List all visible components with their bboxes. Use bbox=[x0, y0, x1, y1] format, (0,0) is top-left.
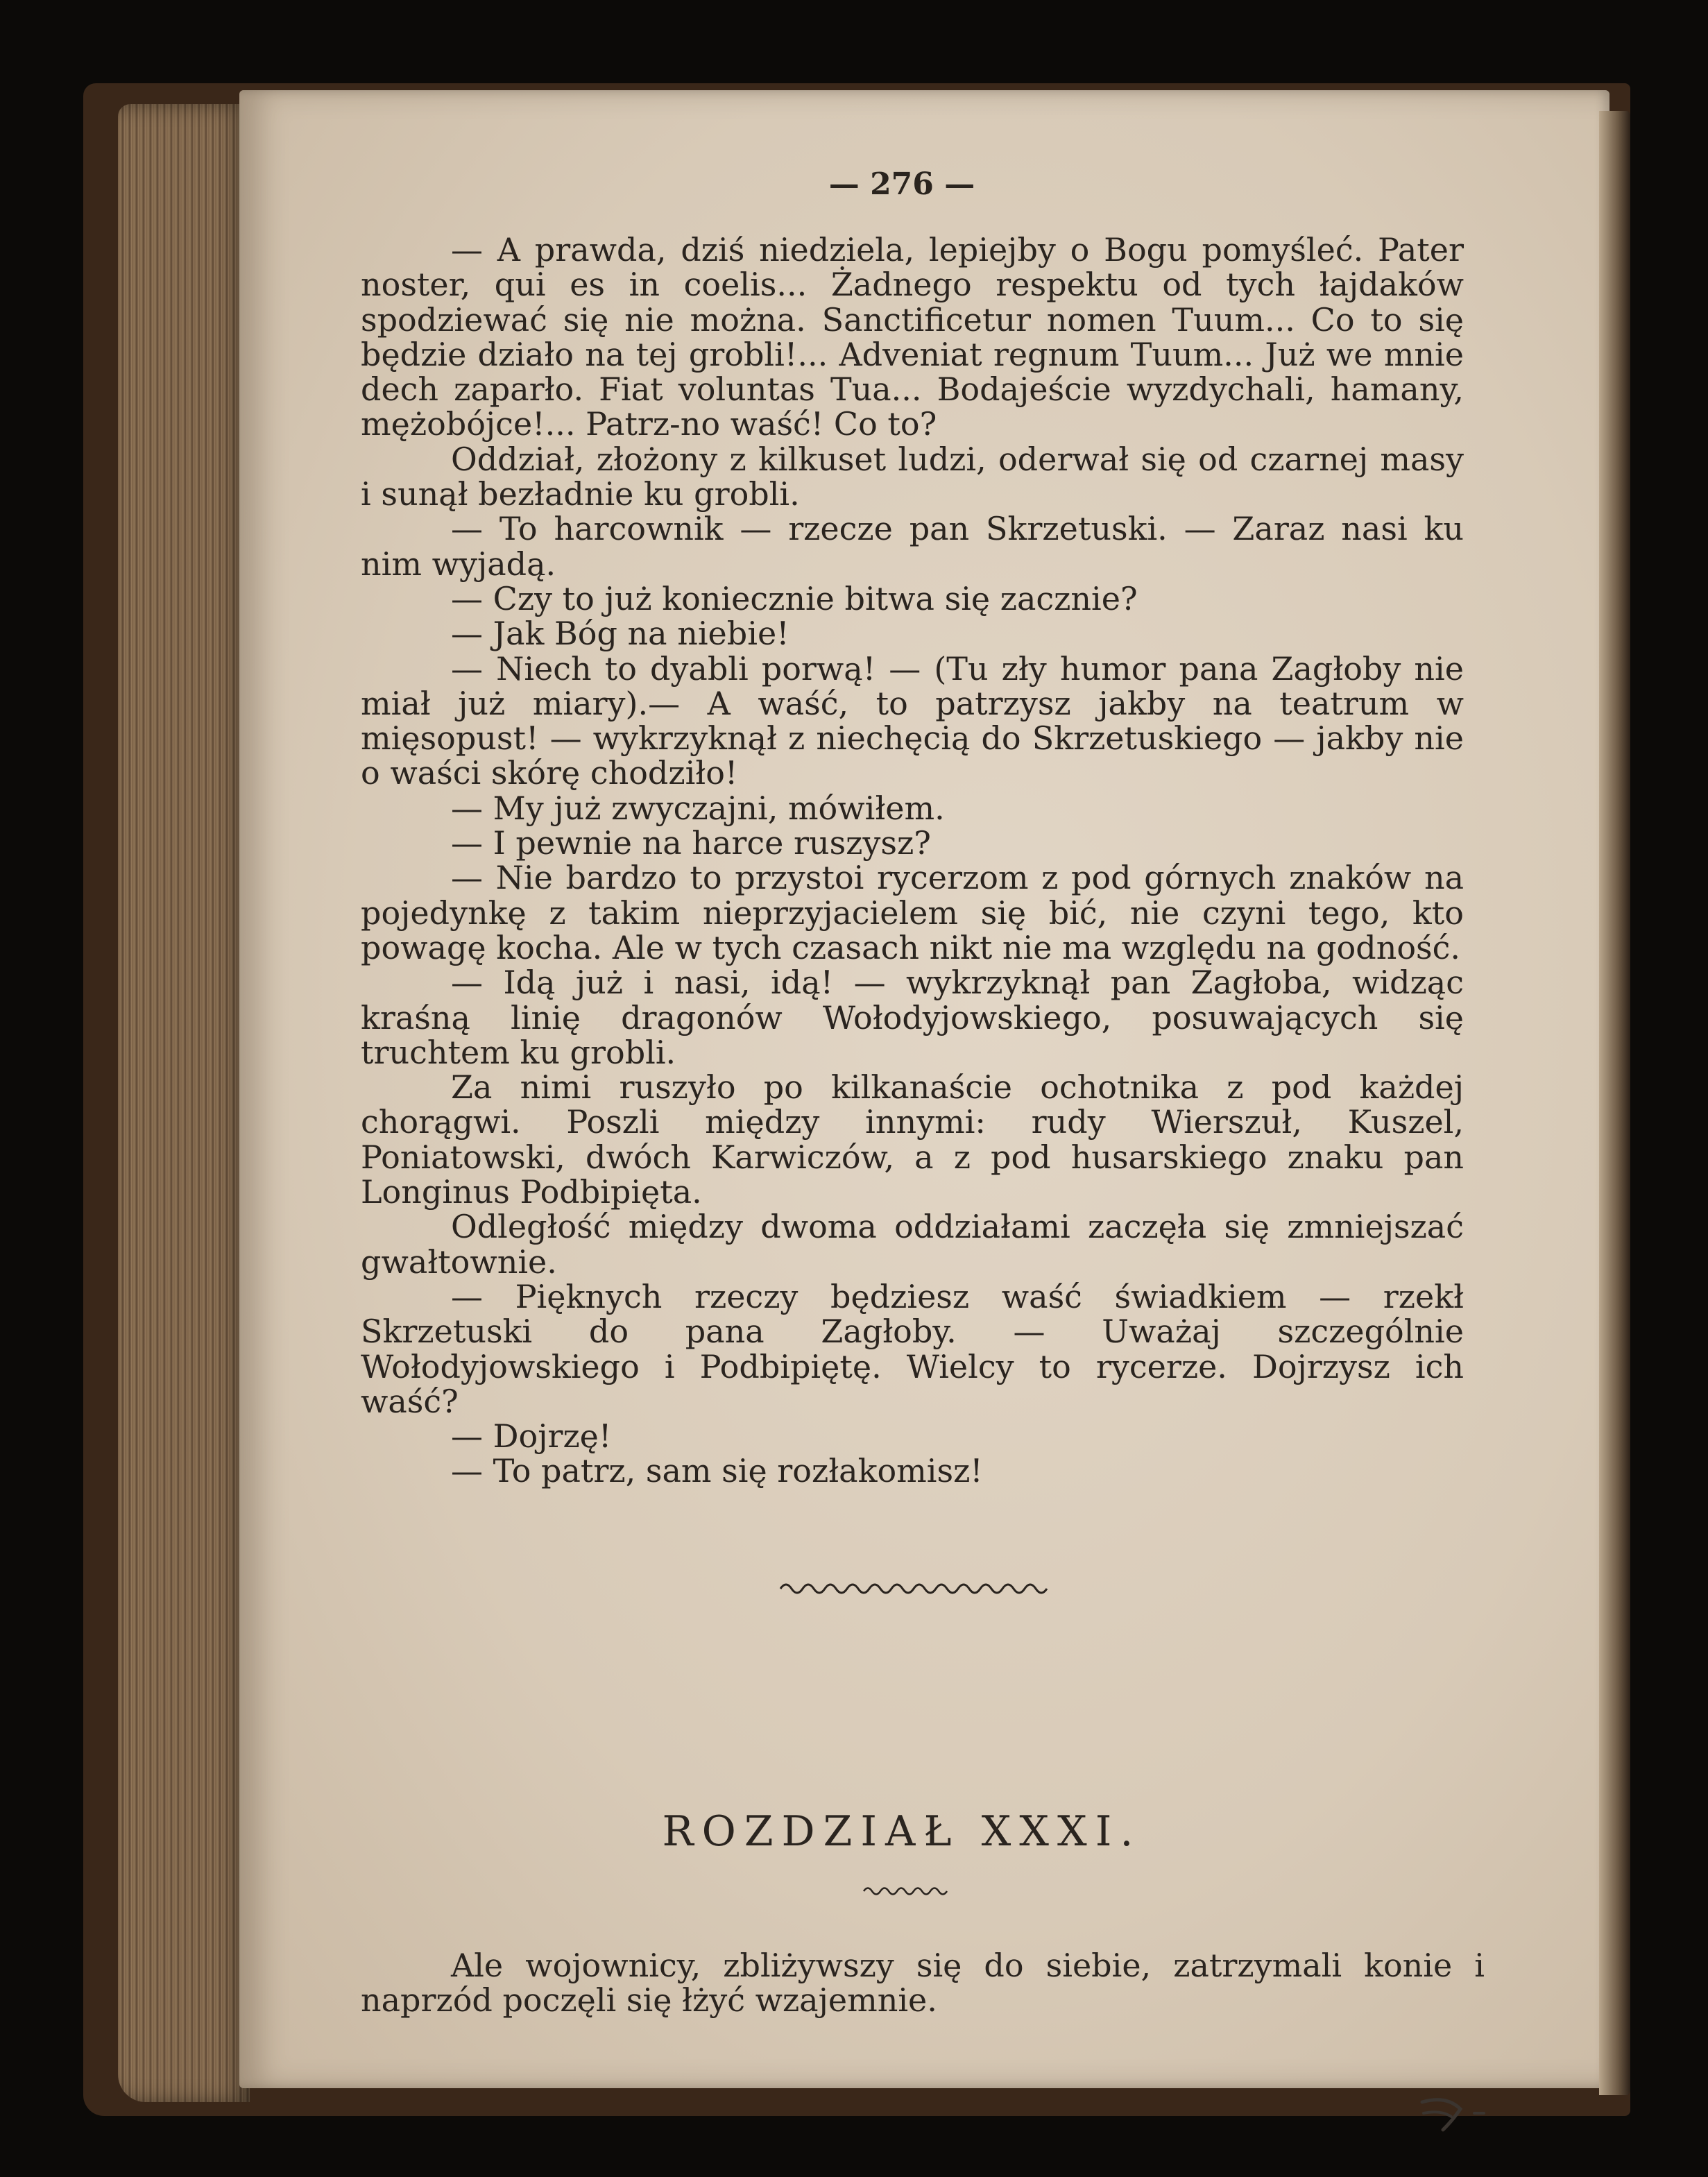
chapter-opening bbox=[361, 1948, 1485, 2017]
paragraph: — Jak Bóg na niebie! bbox=[451, 615, 789, 653]
wavy-divider-ornament bbox=[777, 1573, 1054, 1601]
chapter-title: ROZDZIAŁ XXXI. bbox=[662, 1807, 1142, 1856]
paragraph: — Nie bardzo to przystoi rycerzom z pod górnych znaków na pojedynkę z takim nieprzyjacielem się bić, nie czyni tego, kto powagę kocha. Ale w tych czasach nikt nie ma względu na godność. bbox=[361, 859, 1464, 966]
paragraph: — Niech to dyabli porwą! — (Tu zły humor pana Zagłoby nie miał już miary).— A waść, to patrzysz jakby na teatrum w mięsopust! — wykrzyknął z niechęcią do Skrzetuskiego — jakby nie o waści skórę chodziło! bbox=[361, 649, 1464, 792]
paragraph: — My już zwyczajni, mówiłem. bbox=[451, 789, 945, 827]
paragraph: — A prawda, dziś niedziela, lepiejby o Bogu pomyśleć. Pater noster, qui es in coelis... Żadnego respektu od tych łajdaków spodziewać się nie można. Sanctificetur nomen Tuum... Co to się będzie działo na tej grobli!... Adveniat regnum Tuum... Już we mnie dech zaparło. Fiat voluntas Tua... Bodajeście wyzdychali, hamany, mężobójce!... Patrz-no waść! Co to? bbox=[361, 231, 1464, 443]
pencil-mark-icon bbox=[1415, 2088, 1498, 2144]
paragraph: — Pięknych rzeczy będziesz waść świadkiem — rzekł Skrzetuski do pana Zagłoby. — Uważaj szczególnie Wołodyjowskiego i Podbipiętę. Wielcy to rycerze. Dojrzysz ich waść? bbox=[361, 1277, 1464, 1420]
paragraph: — To harcownik — rzecze pan Skrzetuski. — Zaraz nasi ku nim wyjadą. bbox=[361, 510, 1464, 583]
body-text bbox=[361, 232, 1464, 1489]
paragraph: — Idą już i nasi, idą! — wykrzyknął pan Zagłoba, widząc kraśną linię dragonów Wołodyjowskiego, posuwających się truchtem ku grobli. bbox=[361, 964, 1464, 1071]
paragraph: Oddział, złożony z kilkuset ludzi, oderwał się od czarnej masy i sunął bezładnie ku grobli. bbox=[361, 440, 1464, 513]
paragraph: — To patrz, sam się rozłakomisz! bbox=[451, 1452, 983, 1490]
paragraph: — Czy to już koniecznie bitwa się zacznie? bbox=[451, 579, 1138, 617]
paragraph: Za nimi ruszyło po kilkanaście ochotnika z pod każdej chorągwi. Poszli między innymi: rudy Wierszuł, Kuszel, Poniatowski, dwóch Karwiczów, a z pod husarskiego znaku pan Longinus Podbipięta. bbox=[361, 1068, 1464, 1211]
paragraph: Odległość między dwoma oddziałami zaczęła się zmniejszać gwałtownie. bbox=[361, 1208, 1464, 1281]
paragraph: — I pewnie na harce ruszysz? bbox=[451, 824, 931, 862]
page-edges bbox=[118, 104, 250, 2102]
page-number: — 276 — bbox=[828, 167, 975, 202]
facing-page-edge bbox=[1599, 111, 1630, 2095]
small-wavy-ornament bbox=[860, 1880, 950, 1901]
paragraph: Ale wojownicy, zbliżywszy się do siebie, zatrzymali konie i naprzód poczęli się łżyć wzajemnie. bbox=[361, 1947, 1485, 2019]
paragraph: — Dojrzę! bbox=[451, 1417, 612, 1455]
